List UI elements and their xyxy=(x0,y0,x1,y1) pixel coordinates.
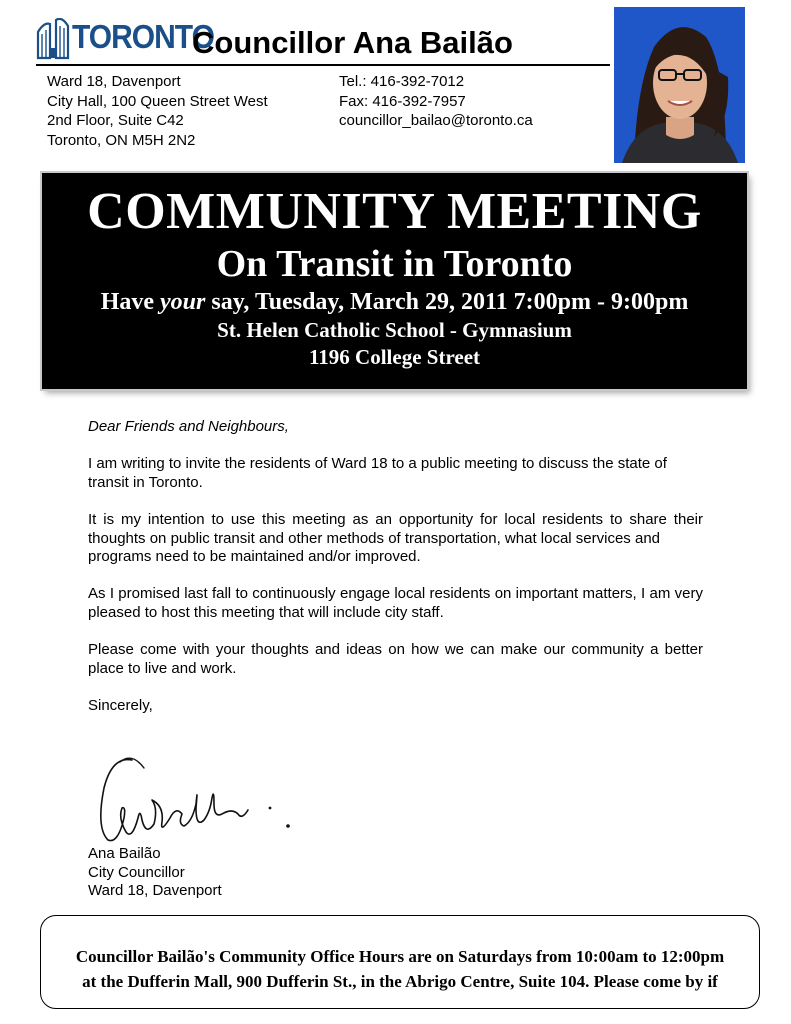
dateline-prefix: Have xyxy=(100,289,161,315)
banner-subhead: On Transit in Toronto xyxy=(216,243,573,285)
office-hours-box xyxy=(40,915,760,1009)
letter-paragraph xyxy=(88,511,703,567)
toronto-logo xyxy=(36,16,214,60)
signer-name: Ana Bailão xyxy=(88,845,161,862)
office-hours-line: at the Dufferin Mall, 900 Dufferin St., in the Abrigo Centre, Suite 104. Please come by if xyxy=(82,972,718,991)
email-address: councillor_bailao@toronto.ca xyxy=(339,112,533,129)
letter-body xyxy=(88,418,703,734)
signature-block xyxy=(88,845,222,901)
meeting-date-time xyxy=(42,287,747,317)
handwritten-signature xyxy=(92,748,302,848)
letter-paragraph xyxy=(88,455,703,492)
dateline-suffix: say, Tuesday, March 29, 2011 7:00pm - 9:00pm xyxy=(205,289,689,315)
paragraph-text: programs need to be maintained and/or improved. xyxy=(88,548,421,566)
office-hours-line: Councillor Bailão's Community Office Hours are on Saturdays from 10:00am to 12:00pm xyxy=(75,947,725,966)
header-divider xyxy=(36,64,610,66)
banner-headline: COMMUNITY MEETING xyxy=(87,183,702,240)
address-line: Ward 18, Davenport xyxy=(47,73,181,90)
letter-closing: Sincerely, xyxy=(88,696,153,714)
paragraph-text: transit in Toronto. xyxy=(88,473,203,491)
letter-greeting: Dear Friends and Neighbours, xyxy=(88,418,289,435)
meeting-banner xyxy=(42,173,747,389)
address-line: City Hall, 100 Queen Street West xyxy=(47,92,268,110)
fax-number: Fax: 416-392-7957 xyxy=(339,92,466,110)
paragraph-text: It is my intention to use this meeting as an opportunity for local residents to share their thoughts on public transit and other methods of transportation, what local services and xyxy=(88,510,703,547)
portrait-image xyxy=(614,7,745,163)
meeting-address: 1196 College Street xyxy=(308,345,481,369)
city-hall-icon xyxy=(36,18,70,60)
signer-ward: Ward 18, Davenport xyxy=(88,882,222,899)
letter-paragraph: Please come with your thoughts and ideas on how we can make our community a better place to live and work. xyxy=(88,641,703,677)
address-line: 2nd Floor, Suite C42 xyxy=(47,112,184,129)
paragraph-text: I am writing to invite the residents of Ward 18 to a public meeting to discuss the state of xyxy=(88,455,667,473)
dateline-emphasis: your xyxy=(160,289,206,315)
meeting-venue: St. Helen Catholic School - Gymnasium xyxy=(217,318,572,342)
letter-paragraph: As I promised last fall to continuously engage local residents on important matters, I am very pleased to host this meeting that will include city staff. xyxy=(88,585,703,621)
page-title: Councillor Ana Bailão xyxy=(192,25,513,60)
address-line: Toronto, ON M5H 2N2 xyxy=(47,131,196,149)
contact-info xyxy=(339,72,533,131)
logo-wordmark: TORONTO xyxy=(72,19,214,56)
signer-title: City Councillor xyxy=(88,863,185,881)
phone-number: Tel.: 416-392-7012 xyxy=(339,73,465,90)
office-address xyxy=(47,72,268,150)
councillor-portrait xyxy=(614,7,745,163)
